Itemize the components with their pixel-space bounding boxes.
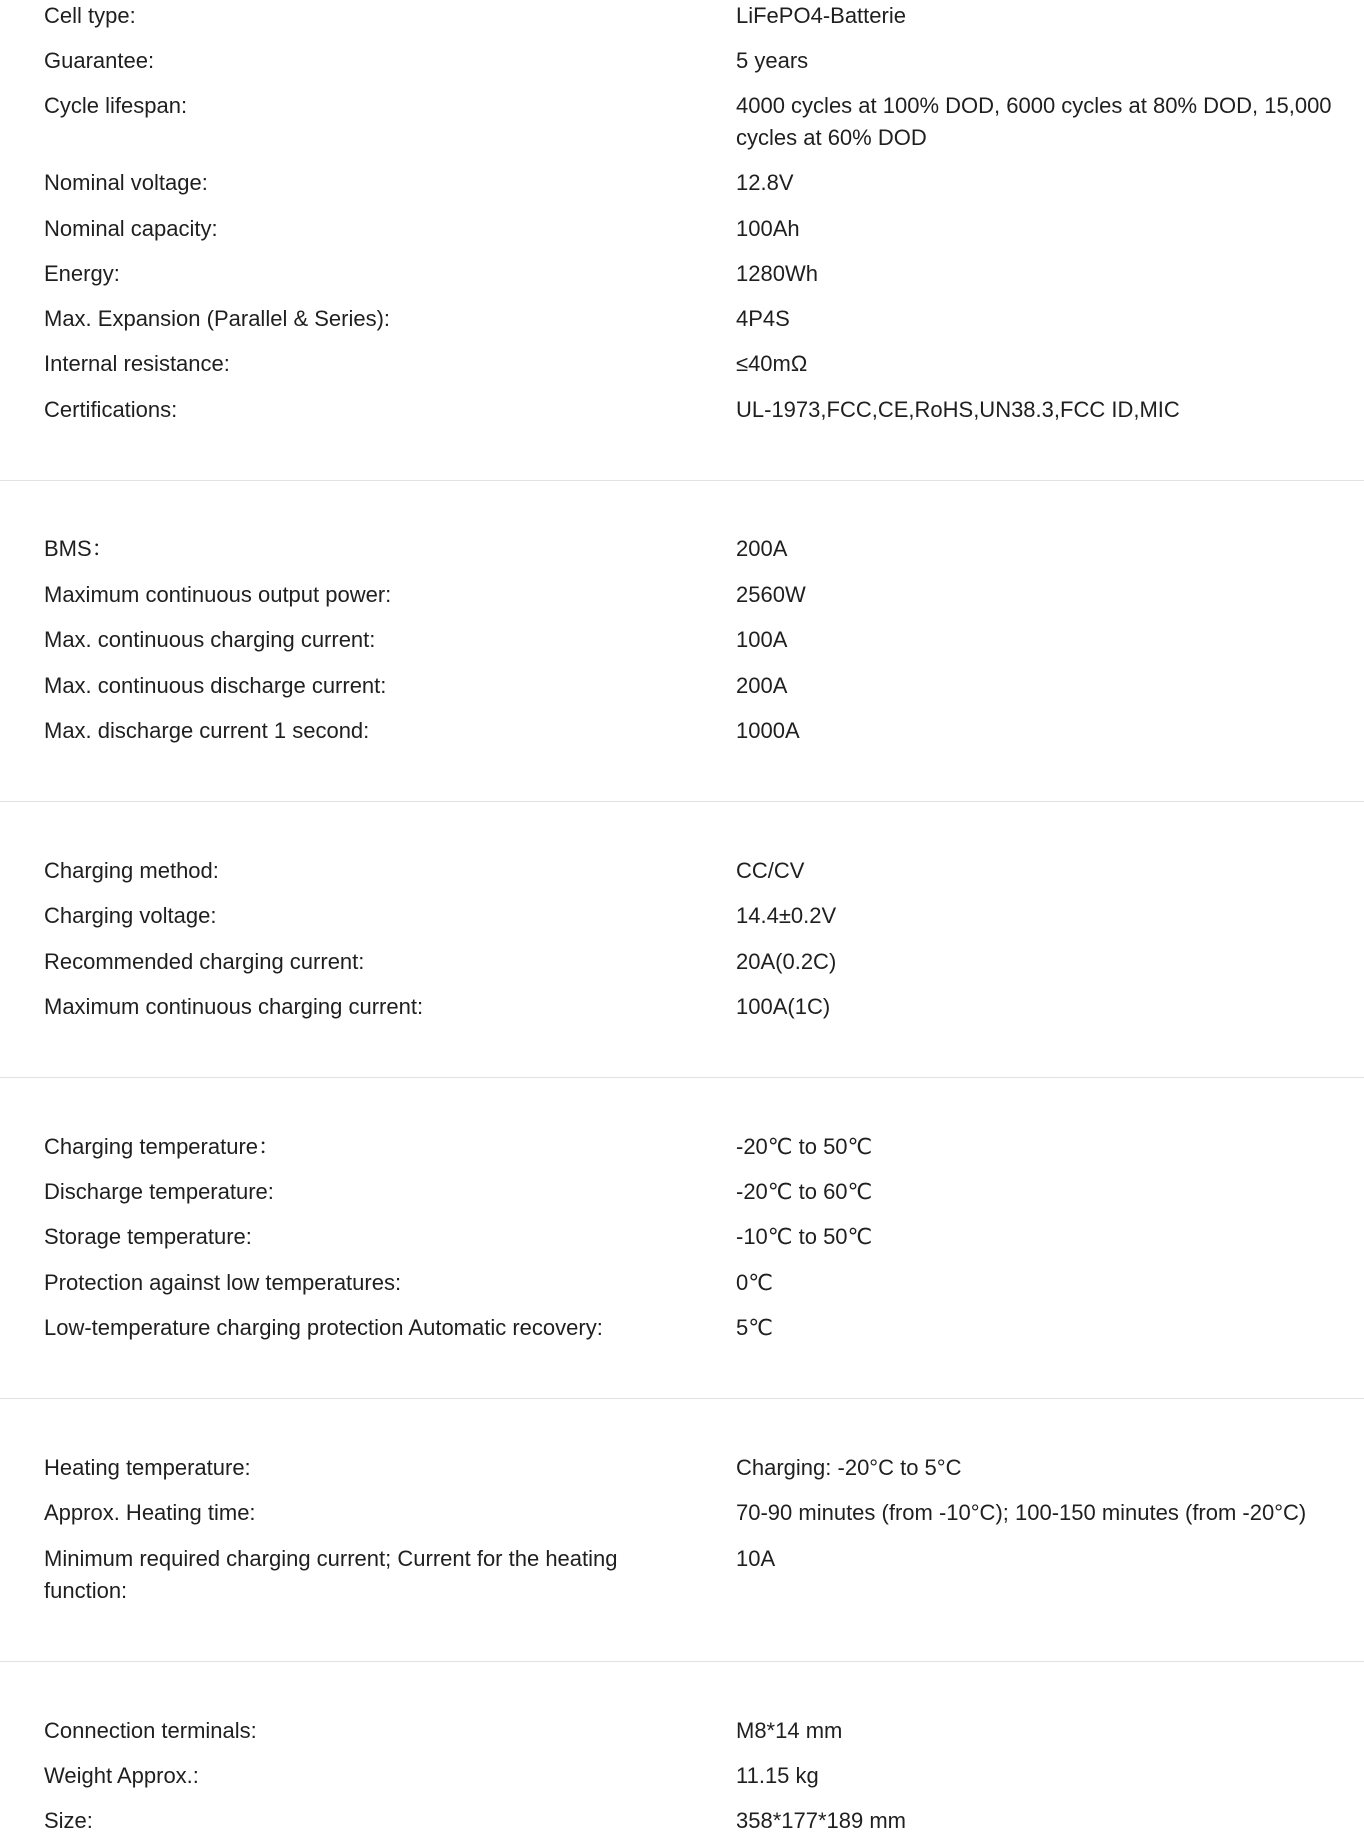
spec-value: UL-1973,FCC,CE,RoHS,UN38.3,FCC ID,MIC — [736, 397, 1180, 422]
spec-value: M8*14 mm — [736, 1718, 843, 1743]
spec-label: Minimum required charging current; Current for the heating function: — [44, 1546, 618, 1603]
spec-value: 100A — [736, 627, 788, 652]
section-divider — [0, 801, 1364, 802]
spec-value: 5℃ — [736, 1315, 773, 1340]
spec-label: Nominal capacity: — [44, 216, 218, 241]
spec-label: Weight Approx.: — [44, 1763, 199, 1788]
spec-label: Charging voltage: — [44, 903, 217, 928]
spec-label: Charging method: — [44, 858, 219, 883]
spec-label: Charging temperature： — [44, 1134, 281, 1159]
spec-value: 200A — [736, 673, 788, 698]
spec-label: Connection terminals: — [44, 1718, 257, 1743]
spec-label: Discharge temperature: — [44, 1179, 274, 1204]
spec-value: 10A — [736, 1546, 776, 1571]
spec-value: 1000A — [736, 718, 800, 743]
spec-label: Max. continuous discharge current: — [44, 673, 387, 698]
spec-label: Low-temperature charging protection Automatic recovery: — [44, 1315, 603, 1340]
spec-label: Heating temperature: — [44, 1455, 251, 1480]
spec-value: 14.4±0.2V — [736, 903, 837, 928]
spec-label: Guarantee: — [44, 48, 155, 73]
spec-label: Max. discharge current 1 second: — [44, 718, 370, 743]
spec-value: 1280Wh — [736, 261, 818, 286]
spec-label: Max. continuous charging current: — [44, 627, 376, 652]
spec-label: Recommended charging current: — [44, 949, 365, 974]
section-divider — [0, 1077, 1364, 1078]
spec-value: 100A(1C) — [736, 994, 831, 1019]
spec-value: 100Ah — [736, 216, 800, 241]
spec-value: 358*177*189 mm — [736, 1808, 907, 1833]
section-divider — [0, 1398, 1364, 1399]
spec-value: 4000 cycles at 100% DOD, 6000 cycles at 80% DOD, 15,000 cycles at 60% DOD — [736, 93, 1332, 150]
spec-label: Cell type: — [44, 3, 136, 28]
spec-value: 2560W — [736, 582, 806, 607]
spec-label: Cycle lifespan: — [44, 93, 188, 118]
spec-value: 11.15 kg — [736, 1763, 819, 1788]
spec-value: -20℃ to 50℃ — [736, 1134, 873, 1159]
spec-label: Approx. Heating time: — [44, 1500, 256, 1525]
spec-label: Maximum continuous charging current: — [44, 994, 424, 1019]
spec-value: 5 years — [736, 48, 809, 73]
spec-value: -10℃ to 50℃ — [736, 1224, 873, 1249]
spec-label: Size: — [44, 1808, 93, 1833]
spec-label: Maximum continuous output power: — [44, 582, 392, 607]
spec-value: 20A(0.2C) — [736, 949, 837, 974]
spec-label: Energy: — [44, 261, 120, 286]
spec-value: 12.8V — [736, 170, 794, 195]
spec-label: Storage temperature: — [44, 1224, 252, 1249]
spec-label: Certifications: — [44, 397, 178, 422]
spec-label: Protection against low temperatures: — [44, 1270, 402, 1295]
spec-value: 0℃ — [736, 1270, 773, 1295]
section-divider — [0, 480, 1364, 481]
spec-value: LiFePO4-Batterie — [736, 3, 906, 28]
spec-value: 200A — [736, 536, 788, 561]
spec-label: Max. Expansion (Parallel & Series): — [44, 306, 391, 331]
spec-value: CC/CV — [736, 858, 805, 883]
spec-value: 4P4S — [736, 306, 790, 331]
spec-value: Charging: -20°C to 5°C — [736, 1455, 962, 1480]
spec-label: Internal resistance: — [44, 351, 230, 376]
spec-value: 70-90 minutes (from -10°C); 100-150 minutes (from -20°C) — [736, 1500, 1307, 1525]
section-divider — [0, 1661, 1364, 1662]
spec-label: BMS： — [44, 536, 114, 561]
spec-label: Nominal voltage: — [44, 170, 208, 195]
spec-value: -20℃ to 60℃ — [736, 1179, 873, 1204]
spec-value: ≤40mΩ — [736, 351, 808, 376]
